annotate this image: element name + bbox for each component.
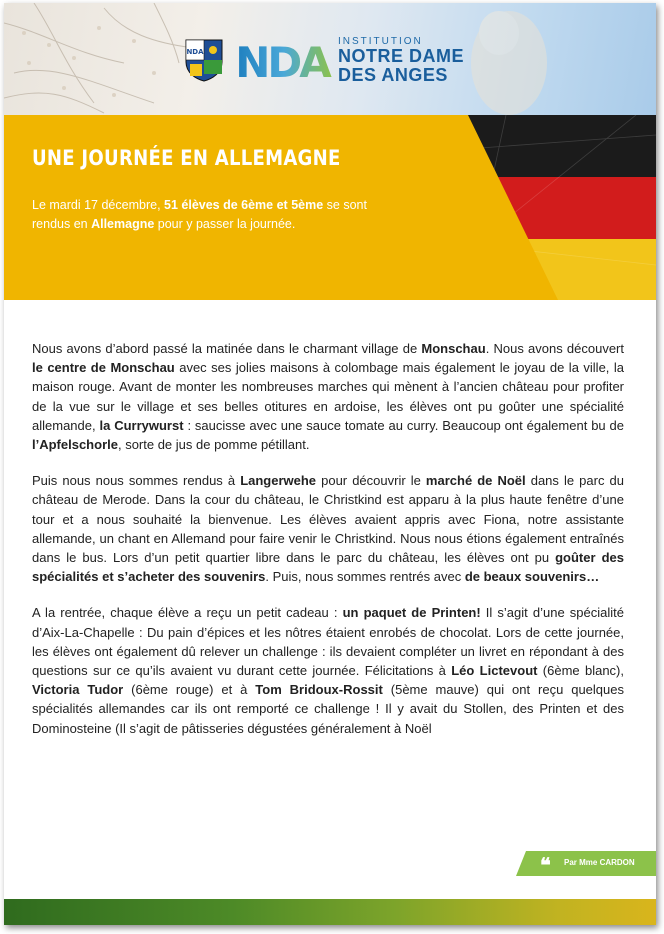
text-run: dans le parc du château de Merode. Dans la cour du château, le Christkind est apparu à la plus haute fenêtre d’une tour et a nous souhaité la bienvenue. Les élèves avaient appris avec Fiona, notre assistante allemande, un chant en Allemand pour faire venir le Christkind. Nous nous étions également entraînés dans le bus. Lors d’un petit quartier libre dans le parc du château, les élèves ont pu — [32, 473, 624, 566]
text-run: pour découvrir le — [316, 473, 426, 489]
article-body — [32, 339, 624, 755]
bold-text: Monschau — [421, 341, 486, 356]
text-run: (6ème rouge) et à — [123, 682, 256, 698]
bold-text: Langerwehe — [240, 473, 317, 489]
text-run: se sont rendus en — [32, 198, 367, 231]
quote-icon: ❝ — [540, 853, 551, 877]
body-paragraph — [32, 339, 624, 454]
text-run: Nous avons d’abord passé la matinée dans le charmant village de — [32, 341, 422, 356]
crest-icon — [184, 38, 224, 82]
bold-text: la Currywurst — [99, 417, 184, 433]
text-run: Il s’agit d’une spécialité d’Aix-La-Chapelle : Du pain d’épices et les nôtres étaient enrobés de chocolat. Lors de cette journée, les élèves ont également dû relever un challenge : ils devaient compléter un livret en répondant à des questions sur ce qu’ils avaient vu durant cette journée. Félicitations à — [32, 605, 624, 679]
article-title: UNE JOURNÉE EN ALLEMAGNE — [32, 146, 341, 170]
text-run: Le mardi 17 décembre, — [32, 198, 165, 212]
text-run: Puis nous nous sommes rendus à — [32, 473, 241, 489]
author-badge — [526, 851, 656, 876]
bold-text: le centre de Monschau — [32, 360, 175, 376]
crest-letters: NDA — [186, 48, 204, 56]
text-run: pour y passer la journée. — [154, 217, 296, 231]
school-logo — [184, 36, 464, 84]
institution-label: INSTITUTION — [338, 35, 423, 47]
bold-text: Victoria Tudor — [32, 682, 124, 698]
article-intro — [32, 196, 392, 234]
logo-letters: NDA — [235, 38, 329, 83]
nda-logo-icon — [232, 37, 332, 83]
footer-band — [4, 899, 656, 925]
bold-text: un paquet de Printen! — [342, 605, 481, 621]
bold-text: 51 élèves de 6ème et 5ème — [164, 198, 324, 212]
bold-text: marché de Noël — [425, 473, 526, 489]
institution-name-line2: DES ANGES — [338, 64, 448, 85]
institution-name-line1: NOTRE DAME — [338, 45, 464, 66]
bold-text: de beaux souvenirs… — [464, 569, 600, 585]
text-run: . Puis, nous sommes rentrés avec — [265, 569, 465, 585]
text-run: (6ème blanc), — [537, 663, 624, 679]
text-run: A la rentrée, chaque élève a reçu un petit cadeau : — [32, 605, 343, 621]
text-run: . Nous avons découvert — [485, 341, 625, 356]
text-run: (5ème mauve) qui ont reçu quelques spécialités allemandes car ils ont remporté ce challenge ! Il y avait du Stollen, des Printen et des Dominosteine (Il s’agit de pâtisseries dégustées généralement à Noël — [32, 682, 624, 736]
document-page — [4, 3, 656, 925]
author-label: Par Mme CARDON — [564, 858, 635, 867]
bold-text: goûter des spécialités et s’acheter des souvenirs — [32, 550, 624, 585]
bold-text: l’Apfelschorle — [32, 437, 118, 453]
body-paragraph — [32, 471, 624, 586]
text-run: avec ses jolies maisons à colombage mais également le joyau de la ville, la maison rouge. Avant de monter les nombreuses marches qui mènent à l’ancien château pour profiter de la vue sur le village et ses belles otitures en ardoise, les élèves ont pu goûter une spécialité allemande, — [32, 360, 625, 433]
bold-text: Tom Bridoux-Rossit — [255, 682, 383, 698]
institution-name — [338, 36, 464, 85]
body-paragraph — [32, 603, 624, 737]
bold-text: Allemagne — [91, 217, 155, 231]
text-run: , sorte de jus de pomme pétillant. — [117, 437, 310, 453]
bold-text: Léo Lictevout — [451, 663, 538, 679]
text-run: : saucisse avec une sauce tomate au curry. Beaucoup ont également bu de — [183, 417, 624, 433]
